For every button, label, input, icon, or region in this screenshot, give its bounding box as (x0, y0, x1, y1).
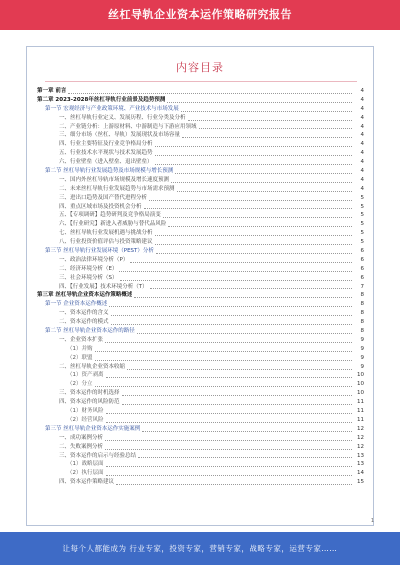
toc-entry-page: 11 (357, 399, 364, 406)
toc-entry-page: 8 (360, 310, 364, 317)
toc-entry[interactable] (37, 291, 364, 300)
toc-dot-leader (68, 93, 352, 94)
toc-entry-page: 12 (357, 434, 364, 441)
toc-entry[interactable] (37, 131, 364, 140)
toc-entry-title: 四、资本运作的风险防范 (59, 399, 120, 406)
toc-entry-title: 五、【专项调研】趋势研判及竞争格局演变 (59, 212, 161, 219)
toc-entry-page: 14 (357, 470, 364, 477)
toc-list (37, 87, 364, 487)
toc-entry[interactable] (37, 309, 364, 318)
toc-dot-leader (106, 377, 353, 378)
toc-entry-page: 5 (360, 230, 364, 237)
page-number: 1 (370, 518, 374, 524)
toc-dot-leader (155, 244, 352, 245)
toc-divider (45, 81, 357, 82)
toc-dot-leader (171, 182, 352, 183)
toc-heading: 内容目录 (176, 61, 224, 74)
toc-entry-page: 6 (360, 265, 364, 272)
toc-dot-leader (134, 297, 352, 298)
toc-entry-page: 8 (360, 301, 364, 308)
toc-dot-leader (106, 466, 353, 467)
toc-entry-page: 4 (360, 168, 364, 174)
toc-entry-page: 9 (360, 363, 364, 370)
toc-entry-page: 4 (360, 141, 364, 148)
toc-entry-page: 9 (360, 345, 364, 352)
toc-dot-leader (182, 137, 352, 138)
toc-entry-page: 6 (360, 256, 364, 263)
toc-entry-title: 第一章 前言 (37, 87, 67, 94)
toc-dot-leader (120, 280, 353, 281)
toc-dot-leader (95, 351, 353, 352)
toc-entry-title: 三、资本运作的启示与经验总结 (59, 452, 137, 459)
toc-entry-page: 8 (360, 319, 364, 326)
toc-entry-title: 第三节 丝杠导轨行业发展环境（PEST）分析 (45, 248, 154, 255)
toc-dot-leader (122, 395, 352, 396)
toc-entry[interactable] (37, 434, 364, 443)
toc-entry[interactable] (37, 372, 364, 381)
toc-dot-leader (177, 191, 352, 192)
toc-entry-title: 一、成功案例分析 (59, 434, 104, 441)
toc-entry[interactable] (37, 256, 364, 265)
toc-entry[interactable] (37, 87, 364, 96)
toc-entry-page: 4 (360, 105, 364, 112)
toc-dot-leader (142, 431, 352, 432)
toc-entry-page: 4 (360, 87, 364, 94)
toc-dot-leader (116, 484, 352, 485)
toc-entry[interactable] (37, 194, 364, 203)
toc-entry[interactable] (37, 389, 364, 398)
toc-entry-page: 5 (360, 221, 364, 228)
toc-dot-leader (181, 111, 352, 112)
toc-entry[interactable] (37, 274, 364, 283)
toc-dot-leader (122, 404, 352, 405)
toc-entry-title: 第二章 2023-2028年丝杠导轨行业前景及趋势预测 (37, 96, 166, 103)
toc-entry-page: 10 (357, 381, 364, 388)
toc-entry-title: 四、【行业发展】技术环境分析（T） (59, 283, 148, 290)
toc-entry-title: 一、资本运作的含义 (59, 310, 109, 317)
toc-entry-title: 二、未来丝杠导轨行业发展趋势与市场需求预测 (59, 185, 175, 192)
toc-entry-title: （1）并购 (67, 345, 93, 352)
toc-dot-leader (137, 333, 352, 334)
toc-entry[interactable] (37, 443, 364, 452)
toc-entry-page: 4 (360, 185, 364, 192)
toc-entry-page: 7 (360, 283, 364, 290)
toc-entry[interactable] (37, 327, 364, 336)
toc-entry[interactable] (37, 469, 364, 478)
toc-entry-page: 10 (357, 390, 364, 397)
toc-entry[interactable] (37, 158, 364, 167)
toc-entry-title: 三、细分市场（丝杠、导轨）发展现状及市场容量 (59, 132, 181, 139)
toc-entry[interactable] (37, 265, 364, 274)
toc-dot-leader (106, 413, 353, 414)
toc-dot-leader (95, 360, 353, 361)
toc-dot-leader (155, 155, 352, 156)
toc-dot-leader (111, 315, 352, 316)
toc-dot-leader (130, 262, 352, 263)
toc-entry-title: 一、丝杠导轨行业定义、发展历程、行业分类及分析 (59, 114, 186, 121)
toc-entry-title: 三、资本运作的时机选择 (59, 390, 120, 397)
toc-entry[interactable] (37, 354, 364, 363)
toc-entry[interactable] (37, 114, 364, 123)
toc-entry-title: 一、国内外丝杠导轨市场规模及增长速度预测 (59, 176, 170, 183)
toc-entry-title: 三、社会环境分析（S） (59, 274, 118, 281)
toc-dot-leader (105, 449, 352, 450)
toc-entry[interactable] (37, 363, 364, 372)
toc-entry[interactable] (37, 345, 364, 354)
toc-dot-leader (155, 235, 352, 236)
toc-entry-title: 二、经济环境分析（E） (59, 265, 118, 272)
toc-dot-leader (144, 208, 352, 209)
toc-entry[interactable] (37, 336, 364, 345)
toc-entry-page: 15 (357, 479, 364, 486)
toc-entry-page: 9 (360, 336, 364, 343)
toc-dot-leader (156, 253, 352, 254)
toc-entry-title: 三、进出口趋势及国产替代进程分析 (59, 194, 148, 201)
toc-entry[interactable] (37, 398, 364, 407)
toc-entry-page: 4 (360, 96, 364, 103)
toc-dot-leader (127, 369, 352, 370)
toc-entry[interactable] (37, 123, 364, 132)
toc-dot-leader (150, 288, 352, 289)
toc-entry-page: 5 (360, 203, 364, 210)
toc-entry-title: 二、产业链分析：上游原材料、中游制造与下游应用领域 (59, 123, 197, 130)
toc-entry-title: （2）联盟 (67, 354, 93, 361)
toc-entry[interactable] (37, 220, 364, 229)
toc-entry-page: 4 (360, 114, 364, 121)
toc-entry-title: 四、重点区域市场及投资机会分析 (59, 203, 142, 210)
toc-entry-title: 七、丝杠导轨行业发展机遇与挑战分析 (59, 230, 153, 237)
toc-entry[interactable] (37, 140, 364, 149)
toc-dot-leader (109, 306, 352, 307)
toc-entry-title: （2）执行层面 (67, 470, 104, 477)
toc-entry-title: 五、行业技术水平现状与技术发展趋势 (59, 150, 153, 157)
toc-dot-leader (163, 217, 352, 218)
toc-dot-leader (199, 128, 352, 129)
toc-entry-title: （1）战略层面 (67, 461, 104, 468)
toc-entry-title: （2）经营风险 (67, 416, 104, 423)
toc-entry-page: 4 (360, 132, 364, 139)
toc-dot-leader (167, 102, 352, 103)
toc-entry-title: 八、行业投资价值评估与投资策略建议 (59, 239, 153, 246)
toc-entry-page: 13 (357, 461, 364, 468)
toc-entry-page: 6 (360, 274, 364, 281)
toc-entry[interactable] (37, 185, 364, 194)
toc-entry-title: 第三节 丝杠导轨企业资本运作实施案例 (45, 425, 141, 432)
toc-entry-page: 11 (357, 416, 364, 423)
toc-dot-leader (155, 164, 352, 165)
toc-entry-title: 第二节 丝杠导轨行业发展趋势及市场规模与增长预测 (45, 168, 174, 174)
toc-entry-page: 10 (357, 372, 364, 379)
toc-entry[interactable] (37, 283, 364, 292)
toc-entry[interactable] (37, 105, 364, 114)
toc-entry-title: 二、资本运作的模式 (59, 319, 109, 326)
toc-dot-leader (111, 324, 352, 325)
toc-entry-page: 4 (360, 123, 364, 130)
toc-dot-leader (105, 342, 352, 343)
toc-dot-leader (175, 173, 352, 174)
toc-entry-title: 第一节 宏观经济与产业政策环境、产业技术与市场发展 (45, 105, 179, 112)
toc-entry-page: 4 (360, 176, 364, 183)
toc-entry-page: 12 (357, 443, 364, 450)
toc-entry-title: 第二节 丝杠导轨企业资本运作的路径 (45, 328, 135, 335)
toc-entry-page: 5 (360, 212, 364, 219)
toc-entry-page: 8 (360, 292, 364, 299)
toc-dot-leader (119, 271, 352, 272)
toc-dot-leader (106, 422, 353, 423)
toc-entry[interactable] (37, 211, 364, 220)
toc-entry-page: 8 (360, 328, 364, 335)
toc-dot-leader (155, 146, 352, 147)
toc-entry[interactable] (37, 318, 364, 327)
toc-entry[interactable] (37, 247, 364, 256)
toc-entry[interactable] (37, 425, 364, 434)
toc-entry-title: 二、丝杠导轨企业资本收缩 (59, 363, 126, 370)
toc-entry[interactable] (37, 478, 364, 487)
toc-entry[interactable] (37, 407, 364, 416)
toc-entry-title: 一、企业资本扩张 (59, 336, 104, 343)
toc-entry[interactable] (37, 238, 364, 247)
toc-entry-page: 9 (360, 354, 364, 361)
toc-entry[interactable] (37, 380, 364, 389)
toc-entry[interactable] (37, 460, 364, 469)
footer-slogan: 让每个人都能成为 行业专家，投资专家，营销专家，战略专家，运营专家…… (62, 544, 338, 553)
toc-entry[interactable] (37, 300, 364, 309)
toc-dot-leader (95, 386, 353, 387)
toc-dot-leader (138, 457, 352, 458)
toc-entry-title: （2）分立 (67, 381, 93, 388)
toc-entry-title: 一、政治法律环境分析（P） (59, 256, 129, 263)
toc-entry[interactable] (37, 167, 364, 176)
toc-entry-title: 六、行业壁垒（进入壁垒、退出壁垒） (59, 159, 153, 166)
toc-entry-title: 第三章 丝杠导轨企业资本运作策略概述 (37, 292, 133, 299)
toc-entry-page: 4 (360, 159, 364, 166)
toc-entry[interactable] (37, 176, 364, 185)
toc-entry-title: 六、【行业研究】新进入者威胁与替代品风险 (59, 221, 167, 228)
toc-entry-page: 11 (357, 408, 364, 415)
toc-entry-title: 第一节 企业资本运作概述 (45, 301, 108, 308)
toc-entry[interactable] (37, 96, 364, 105)
toc-entry-page: 5 (360, 194, 364, 201)
toc-dot-leader (188, 120, 352, 121)
toc-entry-page: 5 (360, 239, 364, 246)
toc-dot-leader (168, 226, 352, 227)
toc-entry[interactable] (37, 149, 364, 158)
toc-panel (26, 46, 374, 526)
toc-entry-title: （1）资产剥离 (67, 372, 104, 379)
toc-entry-title: 四、行业主要特征及行业竞争格局分析 (59, 141, 153, 148)
toc-entry-page: 12 (357, 425, 364, 432)
toc-dot-leader (149, 200, 352, 201)
report-title: 丝杠导轨企业资本运作策略研究报告 (108, 8, 292, 21)
toc-dot-leader (106, 475, 353, 476)
toc-entry[interactable] (37, 416, 364, 425)
toc-entry-title: 四、资本运作策略建议 (59, 479, 115, 486)
toc-entry[interactable] (37, 229, 364, 238)
toc-entry-title: 二、失败案例分析 (59, 443, 104, 450)
toc-dot-leader (105, 440, 352, 441)
toc-entry-title: （1）财务风险 (67, 408, 104, 415)
toc-entry[interactable] (37, 203, 364, 212)
toc-entry-page: 13 (357, 452, 364, 459)
toc-entry-page: 6 (360, 248, 364, 255)
toc-entry[interactable] (37, 452, 364, 461)
toc-entry-page: 4 (360, 150, 364, 157)
